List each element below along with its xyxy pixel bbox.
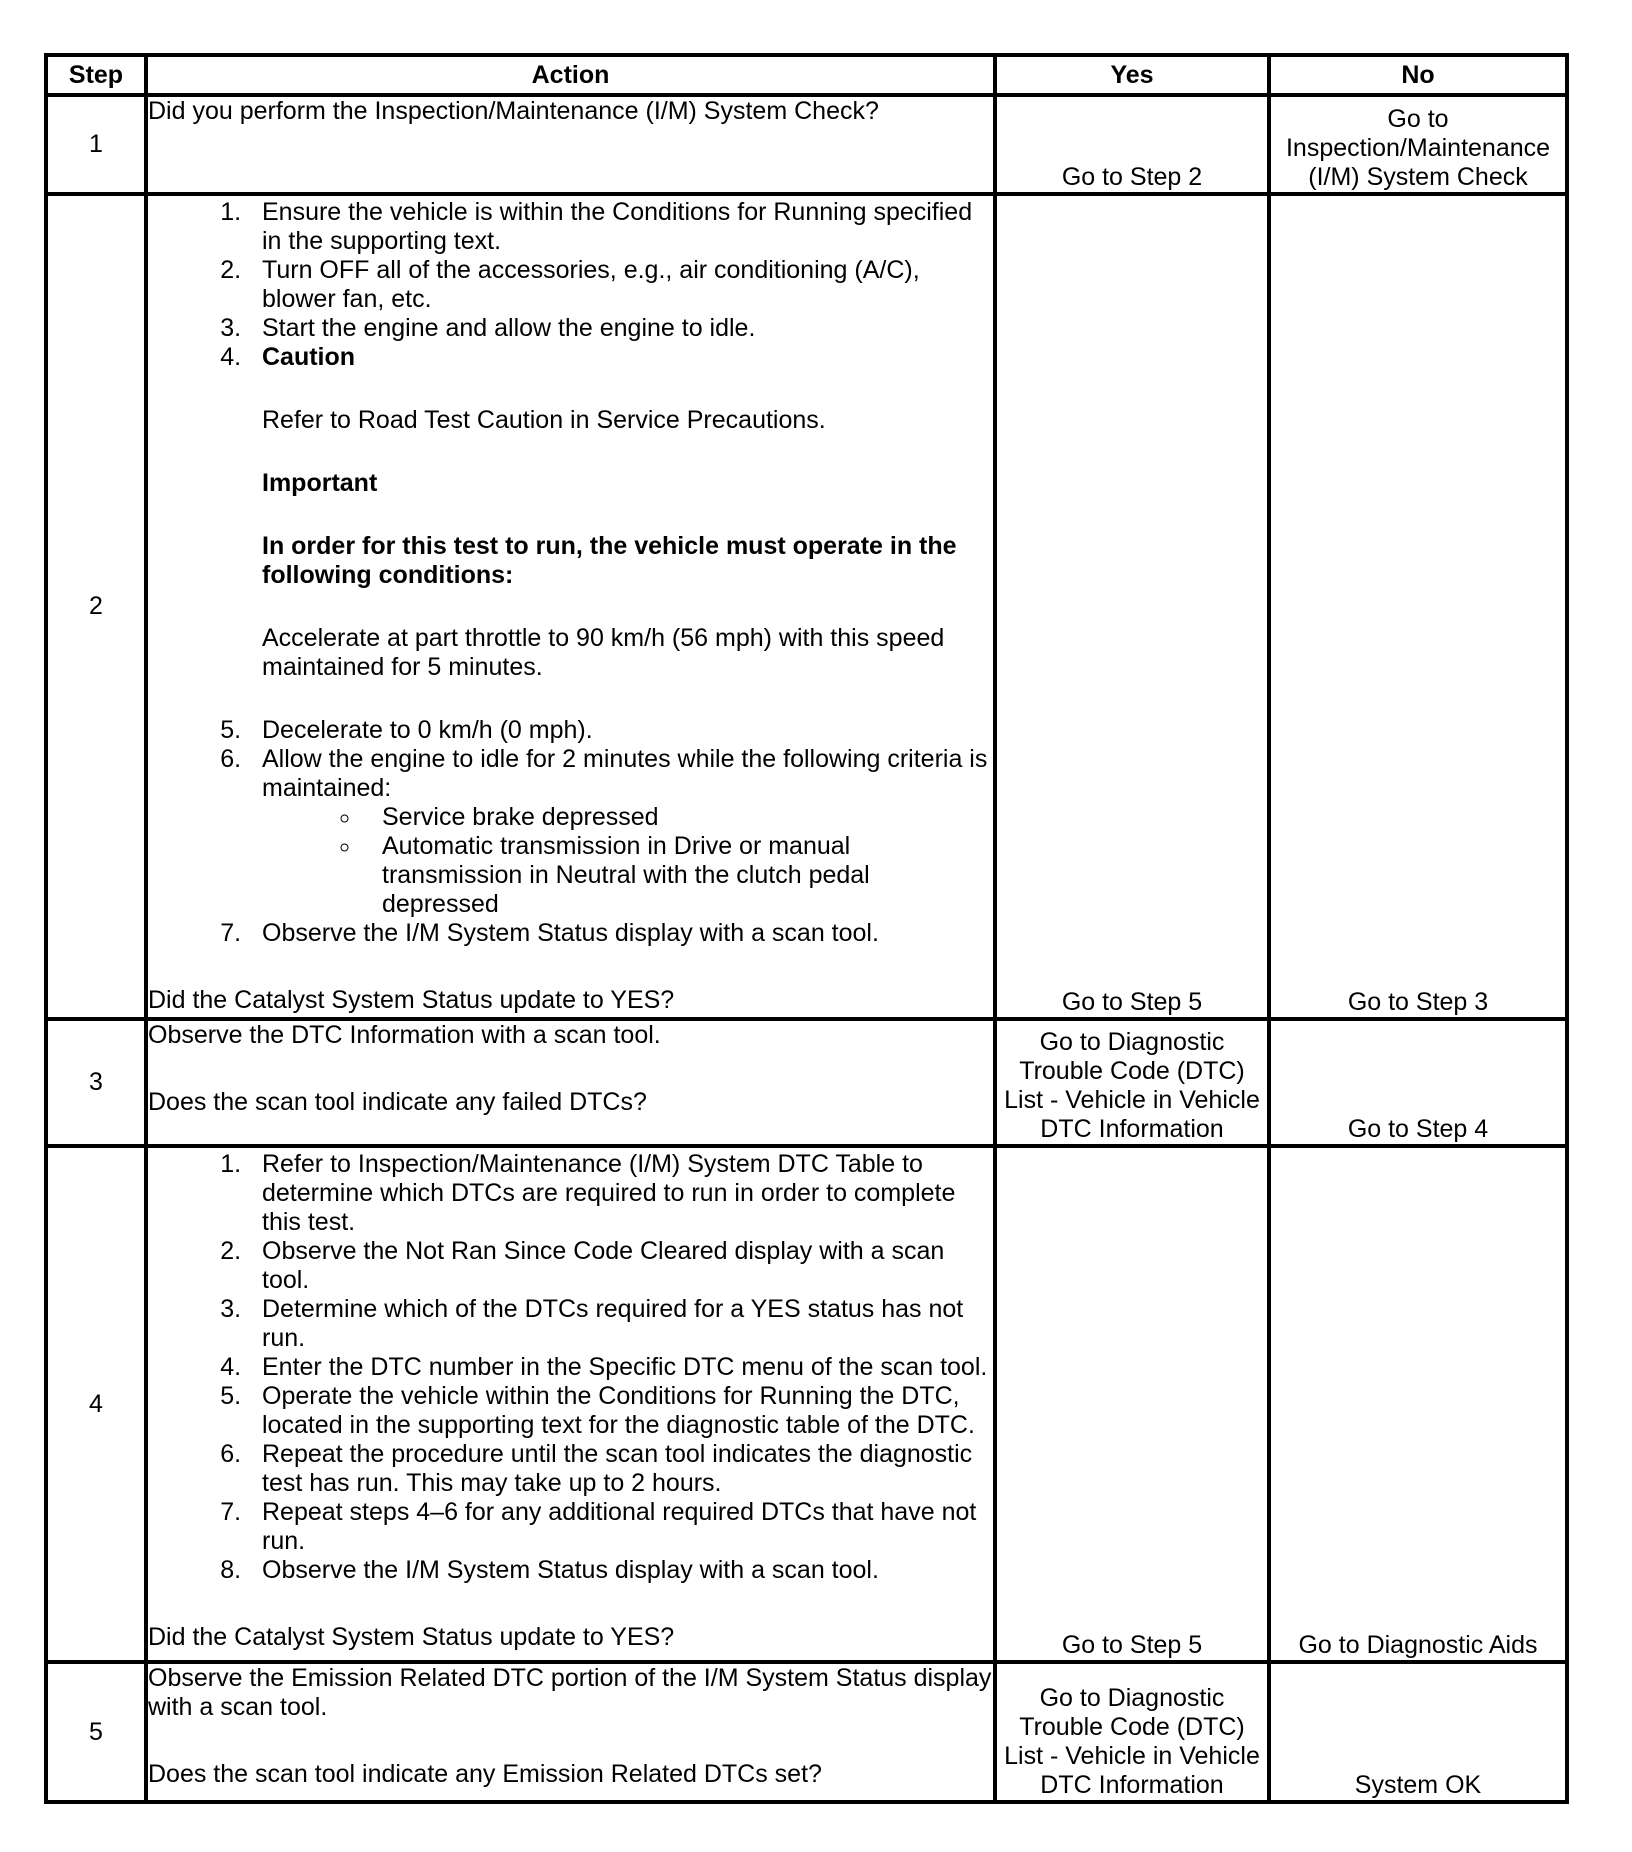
- list-item: 6. Repeat the procedure until the scan tool indicates the diagnostic test has run. This may take up to 2 hours.: [248, 1440, 993, 1498]
- yes-result: Go to Diagnostic Trouble Code (DTC) List - Vehicle in Vehicle DTC Information: [995, 1019, 1269, 1146]
- header-no: No: [1269, 55, 1567, 95]
- list-item: 3. Start the engine and allow the engine to idle.: [248, 314, 993, 343]
- list-item: 8. Observe the I/M System Status display with a scan tool.: [248, 1556, 993, 1585]
- table-row: [46, 194, 1567, 1019]
- list-item: 7. Observe the I/M System Status display with a scan tool.: [248, 919, 993, 948]
- diagnostic-table: [44, 53, 1569, 1804]
- yes-result: Go to Step 5: [995, 194, 1269, 1019]
- question-text: Does the scan tool indicate any Emission Related DTCs set?: [148, 1760, 822, 1788]
- action-text: Observe the Emission Related DTC portion of the I/M System Status display with a scan tool.: [148, 1664, 992, 1721]
- important-label: Important: [262, 469, 378, 497]
- important-note: [262, 469, 993, 498]
- list-item: [248, 343, 993, 682]
- no-result: Go to Step 4: [1269, 1019, 1567, 1146]
- list-item: 2. Observe the Not Ran Since Code Cleared display with a scan tool.: [248, 1237, 993, 1295]
- action-cell: [146, 1019, 995, 1146]
- no-result: Go to Inspection/Maintenance (I/M) System Check: [1269, 95, 1567, 194]
- list-item-text: Allow the engine to idle for 2 minutes while the following criteria is maintained:: [262, 745, 988, 802]
- yes-result: Go to Diagnostic Trouble Code (DTC) List - Vehicle in Vehicle DTC Information: [995, 1662, 1269, 1802]
- no-result: Go to Diagnostic Aids: [1269, 1146, 1567, 1662]
- list-item: 1. Ensure the vehicle is within the Conditions for Running specified in the supporting text.: [248, 198, 993, 256]
- accelerate-text: Accelerate at part throttle to 90 km/h (56 mph) with this speed maintained for 5 minutes.: [262, 624, 945, 681]
- step-number: 2: [46, 194, 146, 1019]
- action-cell: [146, 1146, 995, 1662]
- list-item: 3. Determine which of the DTCs required for a YES status has not run.: [248, 1295, 993, 1353]
- question-text: Does the scan tool indicate any failed DTCs?: [148, 1088, 647, 1116]
- action-text: Observe the DTC Information with a scan tool.: [148, 1021, 661, 1049]
- action-cell: [146, 95, 995, 194]
- table-row: [46, 1662, 1567, 1802]
- step-number: 1: [46, 95, 146, 194]
- step-number: 4: [46, 1146, 146, 1662]
- list-item: 1. Refer to Inspection/Maintenance (I/M) System DTC Table to determine which DTCs are required to run in order to complete this test.: [248, 1150, 993, 1237]
- header-yes: Yes: [995, 55, 1269, 95]
- question-text: Did the Catalyst System Status update to YES?: [148, 986, 675, 1014]
- table-row: [46, 1146, 1567, 1662]
- list-item: 2. Turn OFF all of the accessories, e.g., air conditioning (A/C), blower fan, etc.: [248, 256, 993, 314]
- step-number: 3: [46, 1019, 146, 1146]
- caution-label: Caution: [262, 343, 356, 371]
- caution-text: Refer to Road Test Caution in Service Precautions.: [262, 406, 826, 434]
- criteria-item: ◦ Automatic transmission in Drive or manual transmission in Neutral with the clutch pedal depressed: [362, 832, 993, 919]
- important-text: In order for this test to run, the vehicle must operate in the following conditions:: [262, 532, 957, 589]
- yes-result: Go to Step 5: [995, 1146, 1269, 1662]
- question-text: Did the Catalyst System Status update to YES?: [148, 1623, 675, 1651]
- header-row: [46, 55, 1567, 95]
- list-item: 4. Enter the DTC number in the Specific DTC menu of the scan tool.: [248, 1353, 993, 1382]
- list-item: [248, 745, 993, 919]
- table-row: [46, 1019, 1567, 1146]
- question-text: Did you perform the Inspection/Maintenance (I/M) System Check?: [148, 97, 879, 125]
- list-item: 7. Repeat steps 4–6 for any additional required DTCs that have not run.: [248, 1498, 993, 1556]
- no-result: Go to Step 3: [1269, 194, 1567, 1019]
- no-result: System OK: [1269, 1662, 1567, 1802]
- caution-note: [262, 406, 993, 435]
- criteria-list: [262, 803, 993, 919]
- list-item: 5. Operate the vehicle within the Conditions for Running the DTC, located in the supporting text for the diagnostic table of the DTC.: [248, 1382, 993, 1440]
- procedure-list: [148, 1150, 993, 1585]
- list-item: 5. Decelerate to 0 km/h (0 mph).: [248, 716, 993, 745]
- header-action: Action: [146, 55, 995, 95]
- yes-result: Go to Step 2: [995, 95, 1269, 194]
- procedure-list: [148, 198, 993, 948]
- action-cell: [146, 194, 995, 1019]
- action-cell: [146, 1662, 995, 1802]
- criteria-item: ◦ Service brake depressed: [362, 803, 993, 832]
- table-row: [46, 95, 1567, 194]
- step-number: 5: [46, 1662, 146, 1802]
- header-step: Step: [46, 55, 146, 95]
